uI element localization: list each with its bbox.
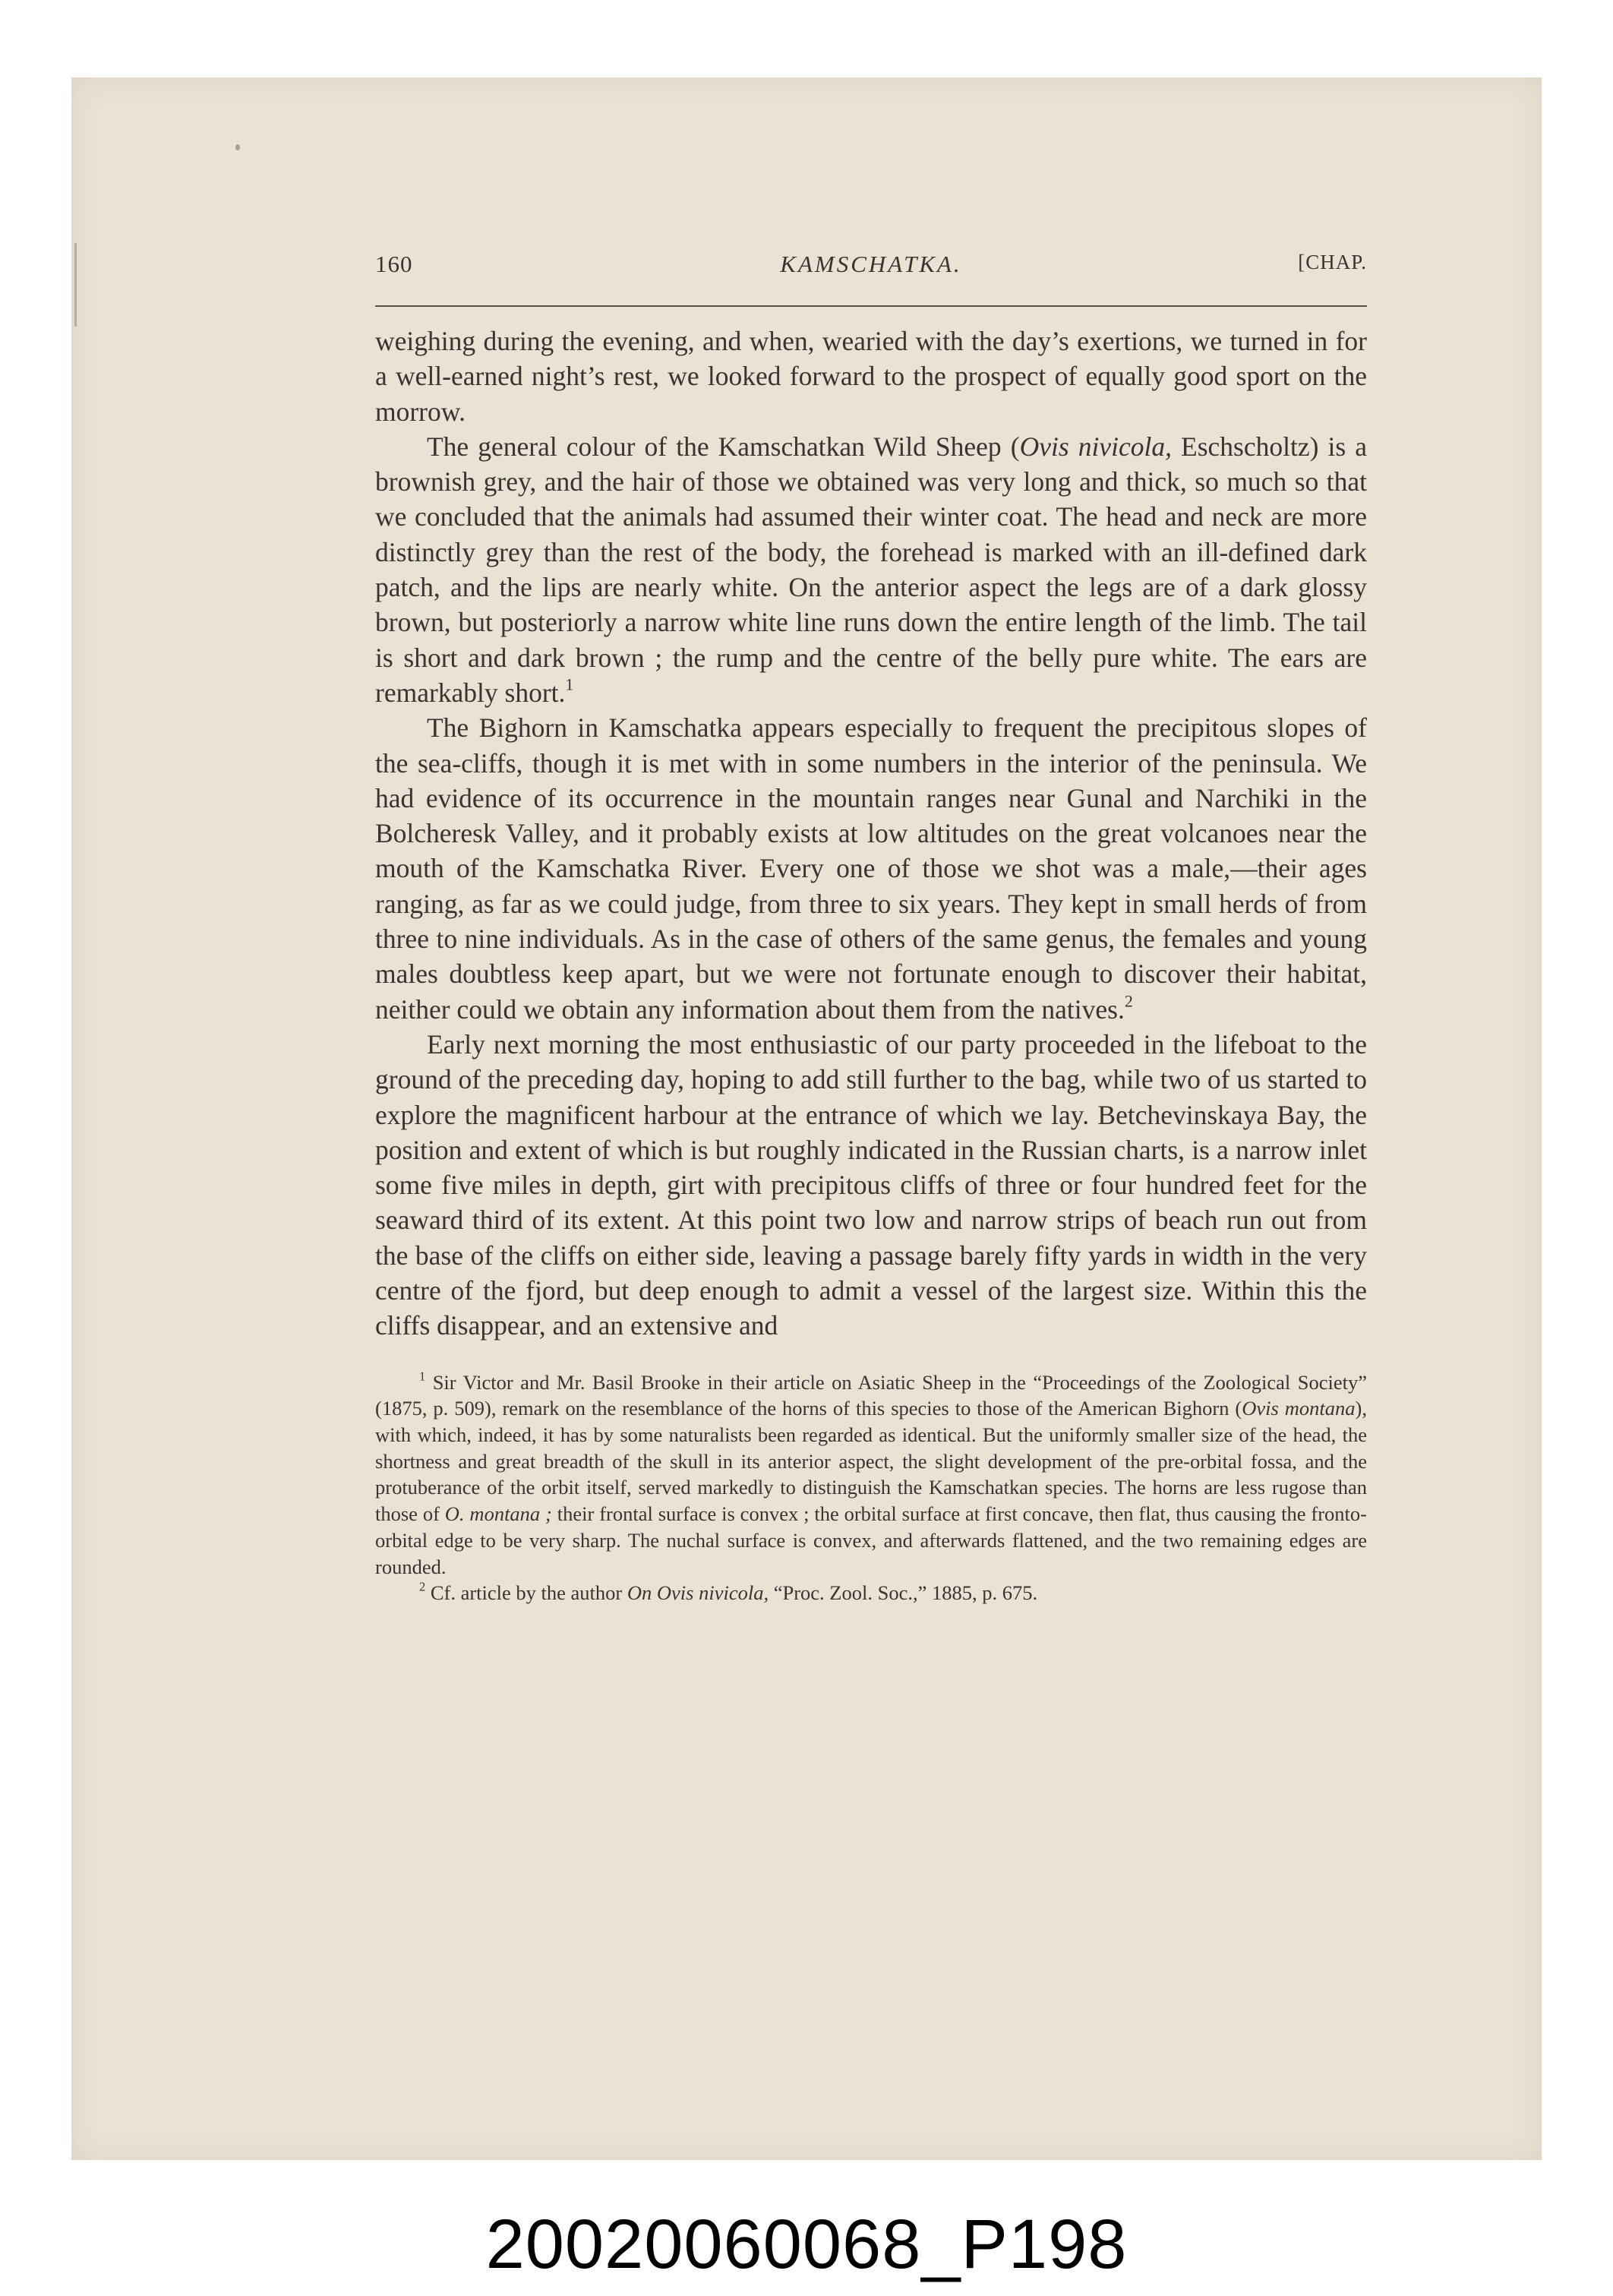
- italic-text: Ovis nivicola,: [1019, 431, 1172, 462]
- text-run: Sir Victor and Mr. Basil Brooke in their article on Asiatic Sheep in the “Proceedings of the Zoological Society” (1875, p. 509), remark on the resemblance of the horns of this species to those of the American Bighorn (: [375, 1370, 1367, 1420]
- paragraph: [375, 429, 1367, 710]
- footnote: [375, 1580, 1367, 1606]
- chapter-marker: [CHAP.: [1298, 251, 1367, 273]
- page-number: 160: [375, 251, 413, 277]
- text-run: The general colour of the Kamschatkan Wild Sheep (: [427, 431, 1020, 462]
- footnote-reference: 1: [419, 1369, 426, 1384]
- running-title: KAMSCHATKA.: [780, 251, 962, 277]
- italic-text: On Ovis nivicola,: [627, 1581, 769, 1605]
- text-run: Eschscholtz) is a brownish grey, and the hair of those we obtained was very long and thick, so much so that we concluded that the animals had assumed their winter coat. The head and neck are more distinctly grey than the rest of the body, the forehead is marked with an ill-defined dark patch, and the lips are nearly white. On the anterior aspect the legs are of a dark glossy brown, but posteriorly a narrow white line runs down the entire length of the limb. The tail is short and dark brown ; the rump and the centre of the belly pure white. The ears are remarkably short.: [375, 431, 1367, 708]
- text-run: “Proc. Zool. Soc.,” 1885, p. 675.: [769, 1581, 1038, 1605]
- footnote-reference: 2: [1124, 991, 1133, 1011]
- scan-speck: [235, 144, 240, 150]
- paragraph: [375, 710, 1367, 1027]
- footnote-reference: 2: [419, 1579, 426, 1594]
- running-head: [375, 251, 1367, 293]
- paragraph: [375, 1027, 1367, 1344]
- footnote-reference: 1: [565, 674, 574, 694]
- text-run: their frontal surface is convex ; the orbital surface at first concave, then flat, thus causing the fronto-orbital edge to be very sharp. The nuchal surface is convex, and afterwards flattened, and the two remaining edges are rounded.: [375, 1502, 1367, 1578]
- text-run: ), with which, indeed, it has by some naturalists been regarded as identical. But the uniformly smaller size of the head, the shortness and great breadth of the skull in its anterior aspect, the slight development of the pre-orbital fossa, and the protuberance of the orbit itself, served markedly to distinguish the Kamschatkan species. The horns are less rugose than those of: [375, 1397, 1367, 1526]
- footnote: [375, 1369, 1367, 1581]
- body-text: [375, 324, 1367, 1344]
- italic-text: O. montana ;: [444, 1502, 552, 1526]
- footnotes: [375, 1369, 1367, 1606]
- text-run: weighing during the evening, and when, wearied with the day’s exertions, we turned in for a well-earned night’s rest, we looked forward to the prospect of equally good sport on the morrow.: [375, 326, 1367, 427]
- book-page: [375, 251, 1367, 1606]
- text-run: The Bighorn in Kamschatka appears especially to frequent the precipitous slopes of the sea-cliffs, though it is met with in some numbers in the interior of the peninsula. We had evidence of its occurrence in the mountain ranges near Gunal and Narchiki in the Bolcheresk Valley, and it probably exists at low altitudes on the great volcanoes near the mouth of the Kamschatka River. Every one of those we shot was a male,—their ages ranging, as far as we could judge, from three to six years. They kept in small herds of from three to nine individuals. As in the case of others of the same genus, the females and young males doubtless keep apart, but we were not fortunate enough to discover their habitat, neither could we obtain any information about them from the natives.: [375, 712, 1367, 1025]
- scan-edge-mark: [74, 243, 77, 327]
- archive-id-label: 20020060068_P198: [485, 2206, 1128, 2283]
- text-run: Early next morning the most enthusiastic of our party proceeded in the lifeboat to the ground of the preceding day, hoping to add still further to the bag, while two of us started to explore the magnificent harbour at the entrance of which we lay. Betchevinskaya Bay, the position and extent of which is but roughly indicated in the Russian charts, is a narrow inlet some five miles in depth, girt with precipitous cliffs of three or four hundred feet for the seaward third of its extent. At this point two low and narrow strips of beach run out from the base of the cliffs on either side, leaving a passage barely fifty yards in width in the very centre of the fjord, but deep enough to admit a vessel of the largest size. Within this the cliffs disappear, and an extensive and: [375, 1028, 1367, 1341]
- header-rule: [375, 305, 1367, 307]
- paragraph: [375, 324, 1367, 429]
- text-run: Cf. article by the author: [425, 1581, 627, 1605]
- italic-text: Ovis montana: [1242, 1397, 1356, 1420]
